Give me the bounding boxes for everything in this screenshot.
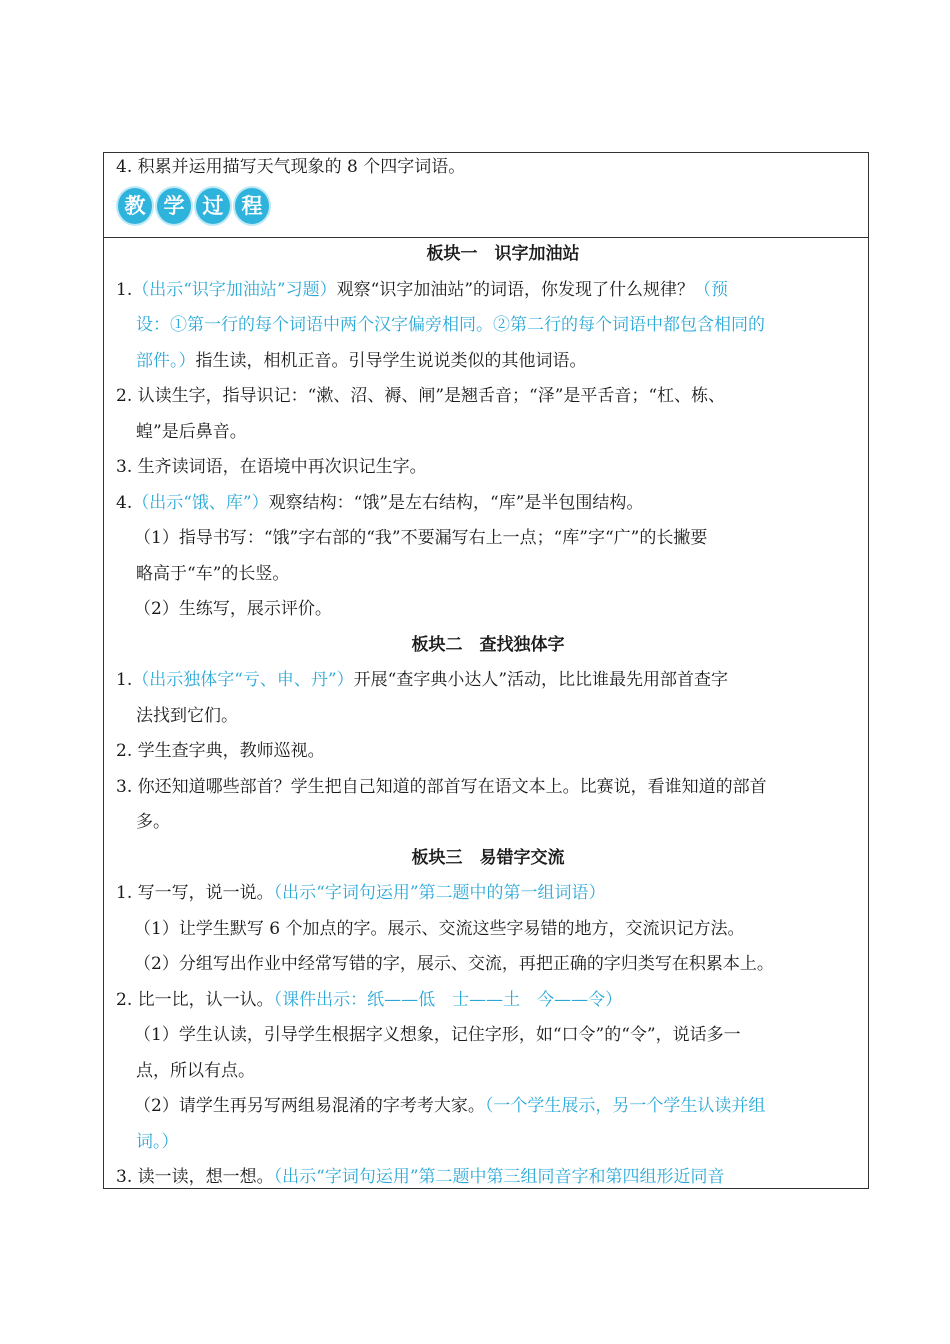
badge-char: 程: [233, 186, 271, 226]
badge-char: 过: [194, 186, 232, 226]
step-continuation: 法找到它们。: [136, 705, 238, 726]
step-continuation: 设：①第一行的每个词语中两个汉字偏旁相同。②第二行的每个词语中都包含相同的: [136, 315, 765, 335]
step-item: 2. 认读生字，指导识记：“漱、沼、褥、闸”是翘舌音；“泽”是平舌音；“杠、栋、: [116, 386, 726, 406]
step-item: 3. 读一读，想一想。（出示“字词句运用”第二题中第三组同音字和第四组形近同音: [116, 1167, 725, 1187]
sub-step: （2）请学生再另写两组易混淆的字考考大家。（一个学生展示，另一个学生认读并组: [134, 1096, 766, 1116]
sub-step: （1）指导书写：“饿”字右部的“我”不要漏写右上一点；“库”字“广”的长撇要: [134, 528, 708, 548]
step-continuation: 略高于“车”的长竖。: [136, 563, 290, 584]
section-heading: 板块一 识字加油站: [426, 244, 580, 264]
sub-step: （1）让学生默写 6 个加点的字。展示、交流这些字易错的地方，交流识记方法。: [134, 918, 745, 939]
badge-char: 学: [155, 186, 193, 226]
lesson-content: [116, 153, 860, 1189]
section-heading: 板块三 易错字交流: [411, 847, 565, 868]
step-item: 1. 写一写，说一说。（出示“字词句运用”第二题中的第一组词语）: [116, 883, 606, 903]
section-heading: 板块二 查找独体字: [411, 634, 565, 655]
step-continuation: 蝗”是后鼻音。: [136, 421, 247, 442]
badge-char: 教: [116, 186, 154, 226]
step-item: 4.（出示“饿、库”）观察结构：“饿”是左右结构，“库”是半包围结构。: [116, 492, 644, 513]
step-item: 1.（出示“识字加油站”习题）观察“识字加油站”的词语，你发现了什么规律？（预: [116, 279, 729, 300]
step-continuation: 词。）: [136, 1131, 179, 1152]
step-continuation: 点，所以有点。: [136, 1060, 255, 1081]
step-item: 1.（出示独体字“亏、申、丹”）开展“查字典小达人”活动，比比谁最先用部首查字: [116, 670, 729, 690]
step-item: 2. 学生查字典，教师巡视。: [116, 741, 325, 761]
sub-step: （2）分组写出作业中经常写错的字，展示、交流，再把正确的字归类写在积累本上。: [134, 954, 774, 974]
step-continuation: 部件。）指生读，相机正音。引导学生说说类似的其他词语。: [136, 350, 587, 371]
sub-step: （1）学生认读，引导学生根据字义想象，记住字形，如“口令”的“令”，说话多一: [134, 1025, 741, 1045]
step-continuation: 多。: [136, 812, 170, 832]
teaching-process-badge: [116, 182, 860, 237]
step-item: 3. 你还知道哪些部首？学生把自己知道的部首写在语文本上。比赛说，看谁知道的部首: [116, 776, 767, 797]
objective-item: 4. 积累并运用描写天气现象的 8 个四字词语。: [116, 157, 466, 177]
step-item: 3. 生齐读词语，在语境中再次识记生字。: [116, 457, 427, 477]
step-item: 2. 比一比，认一认。（课件出示：纸——低 士——土 今——令）: [116, 989, 623, 1010]
lesson-plan-table: [103, 152, 869, 1189]
sub-step: （2）生练写，展示评价。: [134, 599, 332, 619]
